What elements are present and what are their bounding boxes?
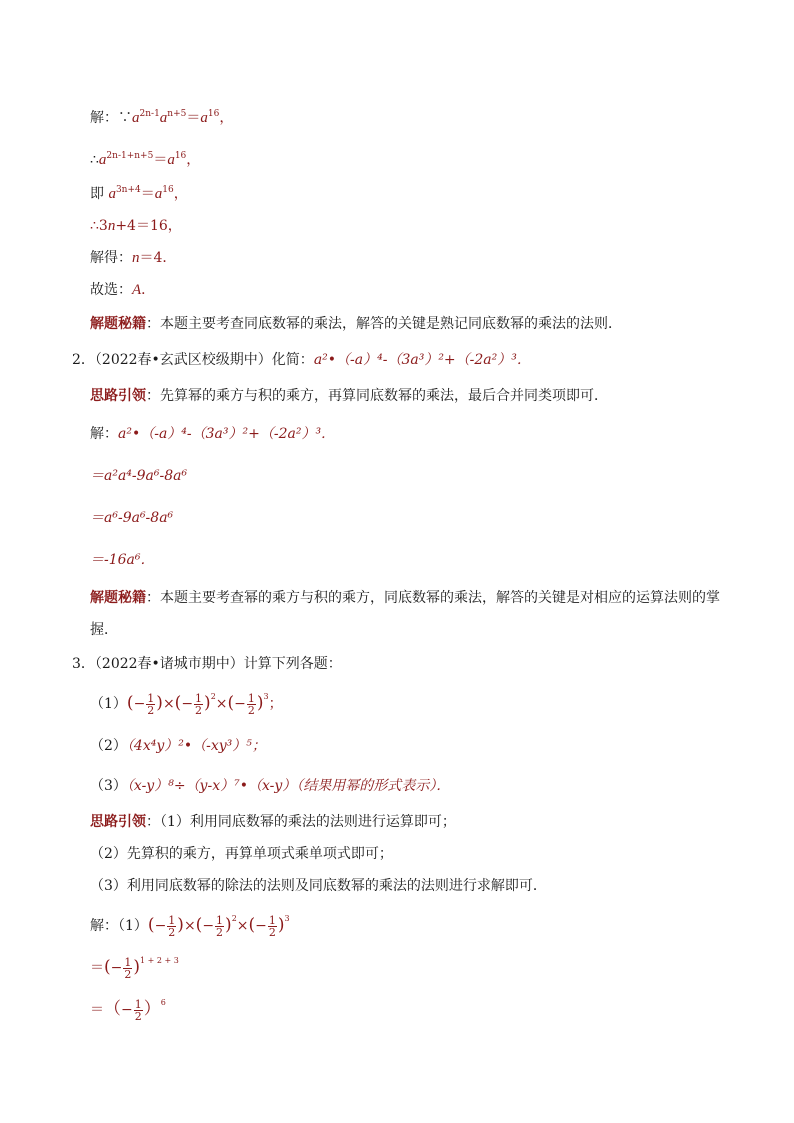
- question-3-solution-step-1: ＝(− $\frac{1}{2}$ )$^{1 + 2 + 3}$: [90, 955, 179, 981]
- fraction: $\frac{1}{2}$: [134, 997, 142, 1023]
- fraction: $\frac{1}{2}$: [247, 691, 255, 717]
- question-2-step-3: ＝-16a⁶．: [90, 552, 155, 568]
- question-3-hint-2: （2）先算积的乘方，再算单项式乘单项式即可；: [90, 846, 393, 862]
- fraction: $\frac{1}{2}$: [268, 913, 276, 939]
- question-3-solution-1: 解：（1）(− $\frac{1}{2}$ )×(− $\frac{1}{2}$ )$^2$×(− $\frac{1}{2}$ )$^3$: [90, 913, 290, 939]
- solution-line-6: 故选：A．: [90, 282, 156, 298]
- question-3-hint-3: （3）利用同底数幂的除法的法则及同底数幂的乘法的法则进行求解即可．: [90, 878, 547, 894]
- question-3-part-1: （1）(− $\frac{1}{2}$ )×(− $\frac{1}{2}$ )$^2$×(− $\frac{1}{2}$ )$^3$；: [90, 691, 283, 717]
- fraction: $\frac{1}{2}$: [147, 691, 155, 717]
- key-note-2-line-1: 解题秘籍：本题主要考查幂的乘方与积的乘方，同底数幂的乘法，解答的关键是对相应的运算法则的掌: [90, 590, 720, 606]
- solution-line-3: 即 $a^{3n+4}=a^{16}$，: [90, 185, 188, 202]
- fraction: $\frac{1}{2}$: [168, 913, 176, 939]
- fraction: $\frac{1}{2}$: [195, 691, 203, 717]
- solution-line-2: $\therefore a^{2n-1+n+5}=a^{16}$，: [90, 151, 201, 168]
- question-2-solution: 解：a²•（-a）⁴-（3a³）²+（-2a²）³．: [90, 426, 336, 442]
- key-note-1: 解题秘籍：本题主要考查同底数幂的乘法，解答的关键是熟记同底数幂的乘法的法则．: [90, 316, 622, 332]
- question-2-step-1: ＝a²a⁴-9a⁶-8a⁶: [90, 468, 188, 484]
- solution-line-5: 解得：n＝4．: [90, 250, 177, 266]
- key-note-2-line-2: 握．: [90, 622, 118, 638]
- question-2-step-2: ＝a⁶-9a⁶-8a⁶: [90, 510, 174, 526]
- question-2-stem: 2．（2022春•玄武区校级期中）化简：a²•（-a）⁴-（3a³）²+（-2a²）³．: [72, 352, 531, 368]
- question-3-stem: 3．（2022春•诸城市期中）计算下列各题：: [72, 656, 342, 672]
- solution-line-1: 解：$\because a^{2n-1}a^{n+5}=a^{16}$，: [90, 109, 234, 126]
- question-2-hint: 思路引领：先算幂的乘方与积的乘方，再算同底数幂的乘法，最后合并同类项即可．: [90, 388, 608, 404]
- question-3-hint-1: 思路引领：（1）利用同底数幂的乘法的法则进行运算即可；: [90, 814, 456, 830]
- question-3-solution-step-2: ＝（− $\frac{1}{2}$ ）$^6$: [90, 997, 166, 1023]
- fraction: $\frac{1}{2}$: [216, 913, 224, 939]
- question-3-part-3: （3）（x-y）⁸÷（y-x）⁷•（x-y）（结果用幂的形式表示）．: [90, 778, 451, 794]
- question-3-part-2: （2）（4x⁴y）²•（-xy³）⁵；: [90, 738, 266, 754]
- solution-line-4: ∴3n+4＝16，: [90, 218, 182, 234]
- fraction: $\frac{1}{2}$: [124, 955, 132, 981]
